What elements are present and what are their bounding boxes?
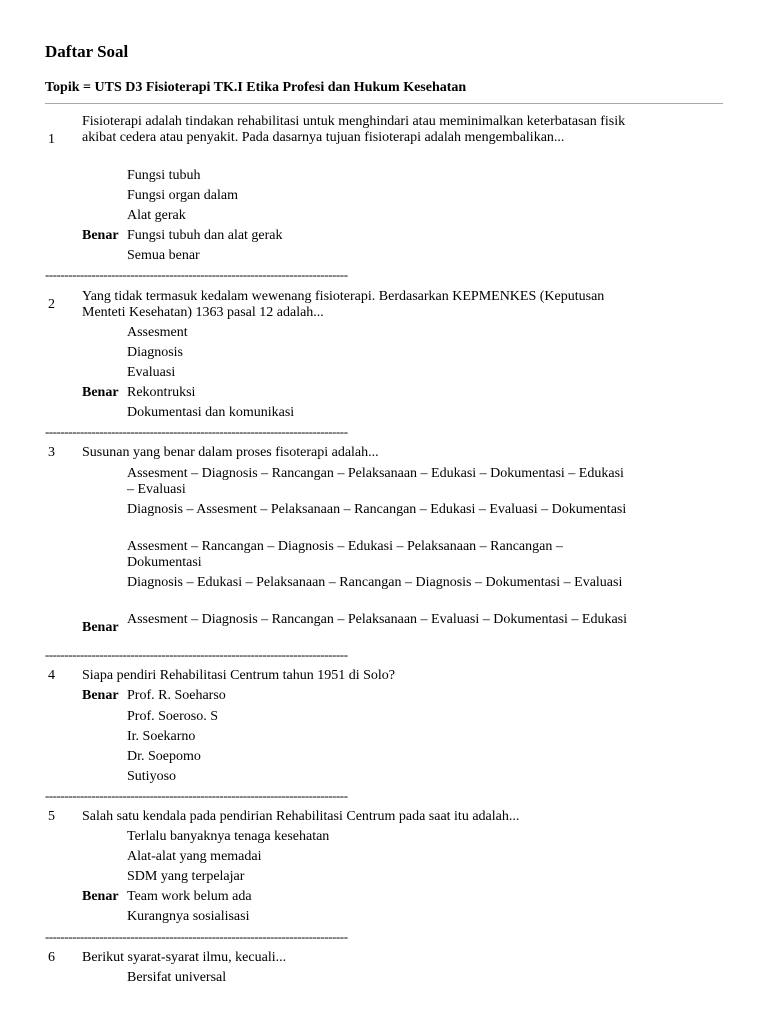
question-separator: ------------------------------------------------------------------------------ bbox=[45, 929, 348, 944]
question-separator: ------------------------------------------------------------------------------ bbox=[45, 267, 348, 282]
answer-flag: Benar bbox=[82, 385, 119, 400]
question-number: 5 bbox=[48, 809, 55, 824]
option-text: Fungsi tubuh bbox=[127, 168, 201, 183]
question-text: Fisioterapi adalah tindakan rehabilitasi untuk menghindari atau meminimalkan keterbatasan fisik akibat cedera atau penyakit. Pada dasarnya tujuan fisioterapi adalah mengembalikan... bbox=[82, 114, 626, 145]
option-text: Diagnosis – Edukasi – Pelaksanaan – Rancangan – Diagnosis – Dokumentasi – Evaluasi bbox=[127, 575, 623, 590]
question-separator: ------------------------------------------------------------------------------ bbox=[45, 424, 348, 439]
option-text: Prof. Soeroso. S bbox=[127, 709, 219, 724]
option-text: Fungsi organ dalam bbox=[127, 188, 238, 203]
option-text: Alat gerak bbox=[127, 208, 186, 223]
option-text: Evaluasi bbox=[127, 365, 176, 380]
answer-flag: Benar bbox=[82, 620, 119, 635]
question-text: Yang tidak termasuk kedalam wewenang fisioterapi. Berdasarkan KEPMENKES (Keputusan Menteti Kesehatan) 1363 pasal 12 adalah... bbox=[82, 289, 605, 320]
option-text: Dokumentasi dan komunikasi bbox=[127, 405, 295, 420]
question-number: 1 bbox=[48, 132, 55, 147]
option-text: Ir. Soekarno bbox=[127, 729, 196, 744]
question-separator: ------------------------------------------------------------------------------ bbox=[45, 788, 348, 803]
question-number: 4 bbox=[48, 668, 55, 683]
question-text: Susunan yang benar dalam proses fisoterapi adalah... bbox=[82, 445, 379, 460]
option-text: Assesment – Diagnosis – Rancangan – Pelaksanaan – Edukasi – Dokumentasi – Edukasi – Evaluasi bbox=[127, 466, 624, 497]
option-text: Assesment bbox=[127, 325, 188, 340]
answer-flag: Benar bbox=[82, 228, 119, 243]
document-title: Daftar Soal bbox=[45, 42, 129, 61]
question-number: 3 bbox=[48, 445, 55, 460]
question-number: 6 bbox=[48, 950, 55, 965]
option-text: SDM yang terpelajar bbox=[127, 869, 245, 884]
question-text: Salah satu kendala pada pendirian Rehabilitasi Centrum pada saat itu adalah... bbox=[82, 809, 520, 824]
option-text: Prof. R. Soeharso bbox=[127, 688, 226, 703]
option-text: Dr. Soepomo bbox=[127, 749, 201, 764]
option-text: Diagnosis – Assesment – Pelaksanaan – Rancangan – Edukasi – Evaluasi – Dokumentasi bbox=[127, 502, 627, 517]
option-text: Alat-alat yang memadai bbox=[127, 849, 262, 864]
topic-heading: Topik = UTS D3 Fisioterapi TK.I Etika Profesi dan Hukum Kesehatan bbox=[45, 80, 467, 95]
question-text: Siapa pendiri Rehabilitasi Centrum tahun 1951 di Solo? bbox=[82, 668, 396, 683]
question-text: Berikut syarat-syarat ilmu, kecuali... bbox=[82, 950, 287, 965]
option-text: Rekontruksi bbox=[127, 385, 196, 400]
option-text: Diagnosis bbox=[127, 345, 183, 360]
option-text: Terlalu banyaknya tenaga kesehatan bbox=[127, 829, 330, 844]
question-separator: ------------------------------------------------------------------------------ bbox=[45, 647, 348, 662]
option-text: Semua benar bbox=[127, 248, 200, 263]
option-text: Team work belum ada bbox=[127, 889, 252, 904]
header-divider bbox=[45, 103, 723, 104]
question-number: 2 bbox=[48, 297, 55, 312]
option-text: Assesment – Diagnosis – Rancangan – Pelaksanaan – Evaluasi – Dokumentasi – Edukasi bbox=[127, 612, 628, 627]
answer-flag: Benar bbox=[82, 889, 119, 904]
option-text: Fungsi tubuh dan alat gerak bbox=[127, 228, 283, 243]
option-text: Sutiyoso bbox=[127, 769, 177, 784]
option-text: Bersifat universal bbox=[127, 970, 227, 985]
option-text: Kurangnya sosialisasi bbox=[127, 909, 250, 924]
answer-flag: Benar bbox=[82, 688, 119, 703]
option-text: Assesment – Rancangan – Diagnosis – Edukasi – Pelaksanaan – Rancangan – Dokumentasi bbox=[127, 539, 563, 570]
